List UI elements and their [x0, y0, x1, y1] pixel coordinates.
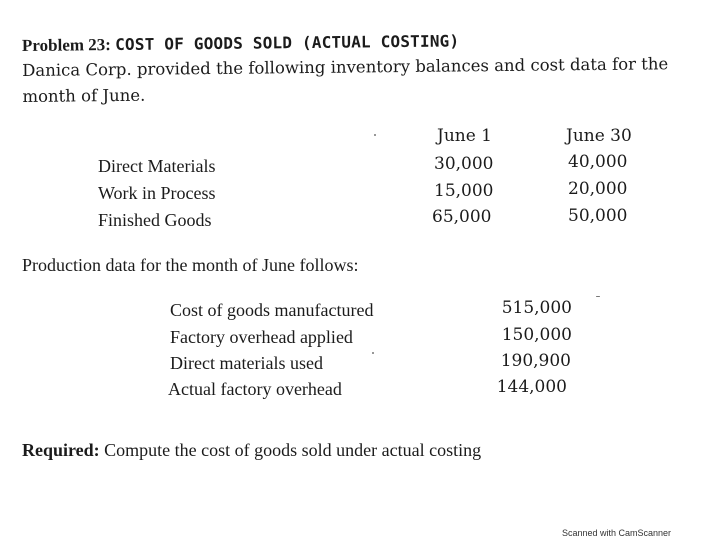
production-value: 150,000	[501, 325, 572, 345]
inventory-cell: 50,000	[568, 206, 628, 226]
inventory-cell: 30,000	[434, 154, 494, 174]
required-label: Required:	[22, 440, 100, 460]
column-header-june1: June 1	[437, 126, 492, 146]
production-value: 190,900	[500, 351, 571, 371]
problem-title	[22, 31, 460, 56]
required-text: Compute the cost of goods sold under actual costing	[104, 440, 482, 460]
scan-speck	[596, 296, 600, 297]
problem-heading: COST OF GOODS SOLD (ACTUAL COSTING)	[115, 31, 460, 55]
intro-paragraph: Danica Corp. provided the following inventory balances and cost data for the month of June.	[22, 54, 669, 106]
production-label: Cost of goods manufactured	[170, 300, 374, 320]
production-label: Direct materials used	[170, 353, 323, 373]
scan-speck	[374, 134, 376, 136]
required-statement	[22, 440, 481, 461]
inventory-cell: 40,000	[568, 152, 628, 172]
production-title: Production data for the month of June follows:	[22, 255, 359, 275]
production-value: 515,000	[501, 298, 572, 318]
production-value: 144,000	[496, 377, 567, 397]
inventory-cell: 15,000	[434, 181, 494, 201]
inventory-cell: 65,000	[432, 207, 492, 227]
inventory-cell: 20,000	[568, 179, 628, 199]
problem-number: Problem 23:	[21, 35, 112, 55]
scanner-watermark: Scanned with CamScanner	[562, 528, 672, 538]
scan-speck	[372, 352, 374, 354]
column-header-june30: June 30	[566, 126, 632, 146]
production-label: Factory overhead applied	[170, 327, 353, 347]
production-label: Actual factory overhead	[168, 379, 342, 399]
inventory-row-label: Direct Materials	[98, 156, 216, 176]
inventory-row-label: Finished Goods	[98, 210, 212, 230]
inventory-row-label: Work in Process	[98, 183, 216, 203]
